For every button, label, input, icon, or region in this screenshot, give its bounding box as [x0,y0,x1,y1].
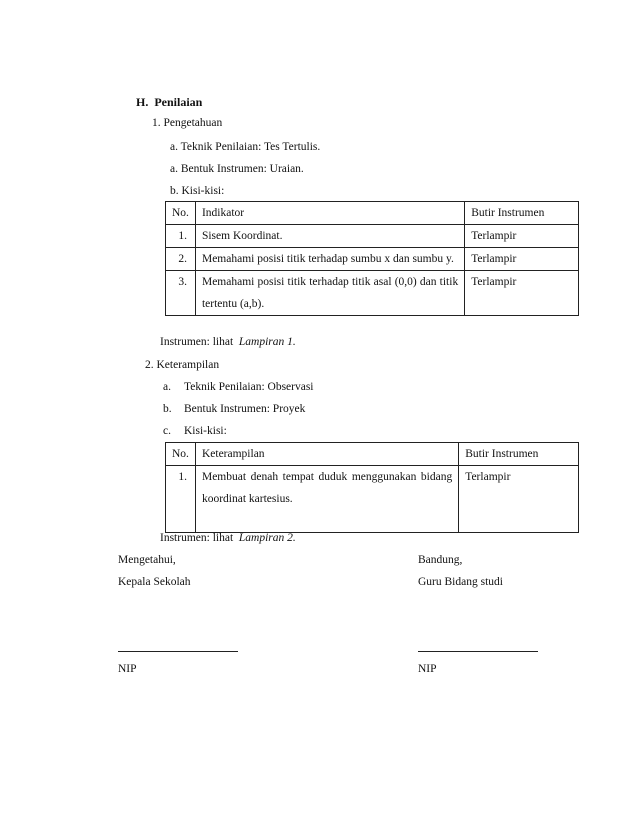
row-butir: Terlampir [459,466,579,533]
row-indikator: Memahami posisi titik terhadap sumbu x dan sumbu y. [195,248,464,271]
row-no: 1. [166,225,196,248]
signature-left-line2: Kepala Sekolah [118,576,191,588]
table-row [166,271,579,316]
part1-title: 1. Pengetahuan [152,117,223,129]
part2-marker-a: a. [163,381,171,393]
signature-right-nip: NIP [418,663,437,675]
part1-item-bentuk: a. Bentuk Instrumen: Uraian. [170,163,304,175]
signature-left-nip: NIP [118,663,137,675]
header-indikator: Indikator [195,202,464,225]
row-butir: Terlampir [465,248,579,271]
signature-left-rule [118,651,238,652]
row-no: 3. [166,271,196,316]
table-row [166,225,579,248]
part1-item-teknik: a. Teknik Penilaian: Tes Tertulis. [170,141,321,153]
row-indikator: Memahami posisi titik terhadap titik asal (0,0) dan titik tertentu (a,b). [195,271,464,316]
row-no: 1. [166,466,196,533]
part2-item-teknik: Teknik Penilaian: Observasi [184,381,314,393]
instrumen-prefix: Instrumen: lihat [160,336,234,348]
lampiran-ref: Lampiran 2. [238,532,296,544]
part2-instrumen-note [160,532,296,544]
table-row [166,466,579,533]
part1-instrumen-note [160,336,296,348]
section-heading [136,95,202,110]
table-header-row [166,443,579,466]
lampiran-ref: Lampiran 1. [238,336,296,348]
table-header-row [166,202,579,225]
header-butir: Butir Instrumen [465,202,579,225]
part2-item-kisi: Kisi-kisi: [184,425,227,437]
section-letter: H. [136,95,149,109]
row-no: 2. [166,248,196,271]
signature-right-line1: Bandung, [418,554,463,566]
header-no: No. [166,443,196,466]
signature-right-line2: Guru Bidang studi [418,576,503,588]
section-title: Penilaian [154,95,203,109]
row-butir: Terlampir [465,225,579,248]
part2-marker-c: c. [163,425,171,437]
table-row [166,248,579,271]
row-indikator: Sisem Koordinat. [195,225,464,248]
instrumen-prefix: Instrumen: lihat [160,532,234,544]
row-butir: Terlampir [465,271,579,316]
signature-right-rule [418,651,538,652]
part2-marker-b: b. [163,403,172,415]
keterampilan-table [165,442,579,533]
header-no: No. [166,202,196,225]
header-butir: Butir Instrumen [459,443,579,466]
part2-item-bentuk: Bentuk Instrumen: Proyek [184,403,306,415]
row-keterampilan: Membuat denah tempat duduk menggunakan bidang koordinat kartesius. [195,466,458,533]
part1-item-kisi: b. Kisi-kisi: [170,185,225,197]
signature-left-line1: Mengetahui, [118,554,176,566]
pengetahuan-table [165,201,579,316]
part2-title: 2. Keterampilan [145,359,220,371]
header-keterampilan: Keterampilan [195,443,458,466]
